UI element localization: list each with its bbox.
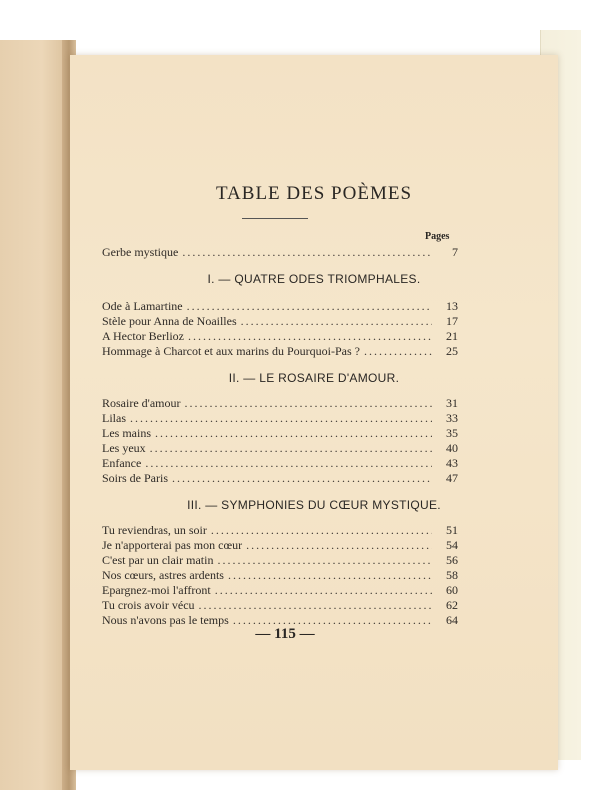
toc-entry-page: 35 [446,426,458,440]
toc-entry-title: C'est par un clair matin [102,553,214,567]
leader-dots [172,471,432,486]
toc-entry-page: 17 [446,314,458,328]
toc-entry-title: Les yeux [102,441,146,455]
toc-entry-page: 13 [446,299,458,313]
toc-entry [102,456,458,471]
toc-entry-page: 33 [446,411,458,425]
toc-entry-title: Tu reviendras, un soir [102,523,207,537]
toc-entry [102,329,458,344]
toc-entry-page: 62 [446,598,458,612]
toc-entry-page: 40 [446,441,458,455]
toc-entry [102,598,458,613]
toc-entry-page: 51 [446,523,458,537]
toc-entry [102,426,458,441]
toc-entry-title: Hommage à Charcot et aux marins du Pourquoi-Pas ? [102,344,360,358]
leader-dots [215,583,432,598]
title-divider [242,218,308,219]
toc-entry [102,553,458,568]
toc-entry [102,344,458,359]
leader-dots [182,245,432,260]
leader-dots [246,538,432,553]
toc-entry [102,245,458,260]
toc-entry-page: 64 [446,613,458,627]
toc-entry-title: Nous n'avons pas le temps [102,613,229,627]
leader-dots [228,568,432,583]
toc-entry-title: Epargnez-moi l'affront [102,583,211,597]
section-heading: III. — SYMPHONIES DU CŒUR MYSTIQUE. [187,498,441,512]
toc-entry-title: Je n'apporterai pas mon cœur [102,538,243,552]
toc-entry [102,538,458,553]
leader-dots [188,329,432,344]
toc-entry-page: 54 [446,538,458,552]
toc-entry-title: Enfance [102,456,142,470]
leader-dots [130,411,432,426]
leader-dots [150,441,432,456]
leader-dots [217,553,432,568]
toc-entry-title: Soirs de Paris [102,471,168,485]
toc-entry [102,441,458,456]
toc-entry [102,471,458,486]
leader-dots [241,314,432,329]
toc-entry-title: Ode à Lamartine [102,299,183,313]
toc-entry-title: Les mains [102,426,151,440]
toc-entry [102,299,458,314]
page-title: TABLE DES POÈMES [215,183,413,204]
toc-entry-title: Lilas [102,411,126,425]
toc-entry-page: 21 [446,329,458,343]
toc-entry-page: 7 [452,245,458,259]
leader-dots [199,598,432,613]
toc-entry [102,314,458,329]
toc-entry-title: Rosaire d'amour [102,396,181,410]
leader-dots [211,523,432,538]
pages-column-label: Pages [425,231,450,242]
section-heading: I. — QUATRE ODES TRIOMPHALES. [207,272,421,286]
toc-entry-title: Nos cœurs, astres ardents [102,568,224,582]
toc-entry-page: 25 [446,344,458,358]
toc-entry-page: 60 [446,583,458,597]
toc-entry-page: 43 [446,456,458,470]
leader-dots [364,344,432,359]
toc-entry [102,583,458,598]
toc-entry-title: Stèle pour Anna de Noailles [102,314,237,328]
toc-entry [102,396,458,411]
leader-dots [155,426,432,441]
leader-dots [145,456,432,471]
book-page [70,55,558,770]
toc-entry-page: 58 [446,568,458,582]
leader-dots [187,299,432,314]
toc-entry [102,568,458,583]
toc-entry-page: 56 [446,553,458,567]
facing-page-edge [0,40,70,790]
toc-entry [102,411,458,426]
toc-entry-title: Gerbe mystique [102,245,179,259]
toc-entry-page: 47 [446,471,458,485]
toc-entry-title: Tu crois avoir vécu [102,598,195,612]
page-number: — 115 — [255,626,315,642]
section-heading: II. — LE ROSAIRE D'AMOUR. [228,371,400,385]
toc-entry-page: 31 [446,396,458,410]
toc-entry [102,523,458,538]
leader-dots [184,396,432,411]
toc-entry-title: A Hector Berlioz [102,329,184,343]
